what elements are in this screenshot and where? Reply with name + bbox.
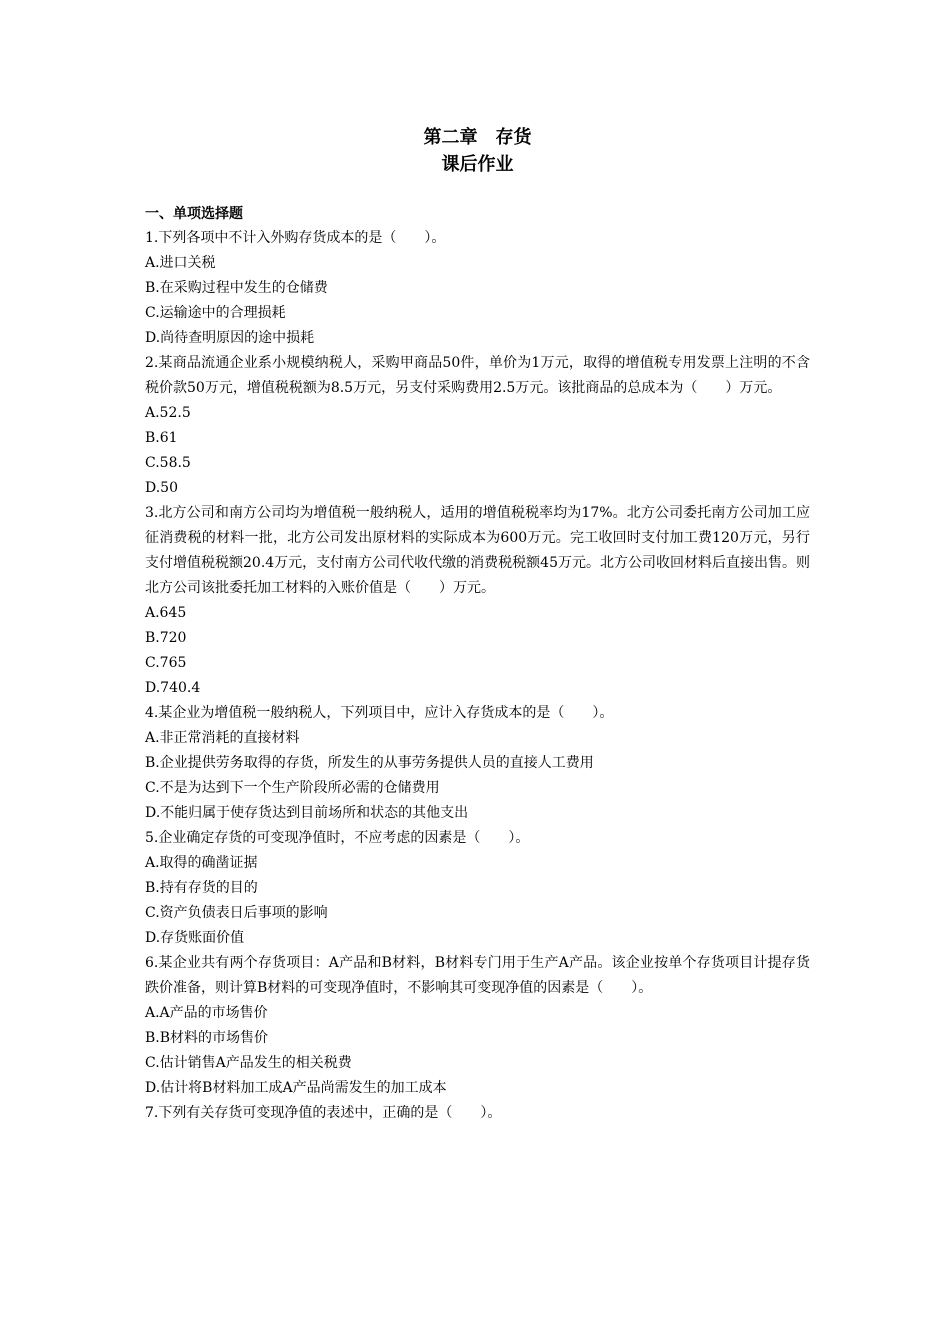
question-stem: 1.下列各项中不计入外购存货成本的是（ ）。 [145,230,446,246]
question-option: C.58.5 [145,455,191,471]
question-option: A.进口关税 [145,255,216,271]
question-option: B.持有存货的目的 [145,880,258,896]
question-option: C.765 [145,655,187,671]
question-option: D.不能归属于使存货达到目前场所和状态的其他支出 [145,805,469,821]
question-option: B.B材料的市场售价 [145,1030,269,1046]
question-option: D.740.4 [145,680,201,696]
question-option: D.50 [145,480,178,496]
question-option: B.720 [145,630,187,646]
question-4 [145,701,810,826]
question-option: B.在采购过程中发生的仓储费 [145,280,328,296]
question-2 [145,351,810,501]
question-3 [145,501,810,701]
section-heading: 一、单项选择题 [145,206,243,222]
question-5 [145,826,810,951]
question-option: C.运输途中的合理损耗 [145,305,286,321]
question-6 [145,951,810,1101]
chapter-title: 第二章 存货 [423,127,532,148]
title-spacer [145,178,810,204]
question-option: A.52.5 [145,405,191,421]
question-stem: 2.某商品流通企业系小规模纳税人，采购甲商品50件，单价为1万元，取得的增值税专用发票上注明的不含税价款50万元，增值税税额为8.5万元，另支付采购费用2.5万元。该批商品的总成本为（ ）万元。 [145,355,810,396]
question-option: A.645 [145,605,187,621]
question-option: C.不是为达到下一个生产阶段所必需的仓储费用 [145,780,440,796]
question-stem: 7.下列有关存货可变现净值的表述中，正确的是（ ）。 [145,1105,502,1121]
question-option: C.资产负债表日后事项的影响 [145,905,328,921]
question-stem: 4.某企业为增值税一般纳税人，下列项目中，应计入存货成本的是（ ）。 [145,705,614,721]
question-stem: 3.北方公司和南方公司均为增值税一般纳税人，适用的增值税税率均为17%。北方公司委托南方公司加工应征消费税的材料一批，北方公司发出原材料的实际成本为600万元。完工收回时支付加工费120万元，另行支付增值税税额20.4万元，支付南方公司代收代缴的消费税税额45万元。北方公司收回材料后直接出售。则北方公司该批委托加工材料的入账价值是（ ）万元。 [145,505,810,596]
question-list [145,226,810,1126]
question-7 [145,1101,810,1126]
question-stem: 6.某企业共有两个存货项目：A产品和B材料，B材料专门用于生产A产品。该企业按单个存货项目计提存货跌价准备，则计算B材料的可变现净值时，不影响其可变现净值的因素是（ ）。 [145,955,810,996]
question-option: B.61 [145,430,178,446]
question-option: B.企业提供劳务取得的存货，所发生的从事劳务提供人员的直接人工费用 [145,755,594,771]
question-1 [145,226,810,351]
document-page [145,124,810,1126]
question-option: D.尚待查明原因的途中损耗 [145,330,315,346]
question-stem: 5.企业确定存货的可变现净值时，不应考虑的因素是（ ）。 [145,830,530,846]
question-option: A.A产品的市场售价 [145,1005,268,1021]
question-option: D.估计将B材料加工成A产品尚需发生的加工成本 [145,1080,447,1096]
question-option: A.非正常消耗的直接材料 [145,730,300,746]
question-option: C.估计销售A产品发生的相关税费 [145,1055,352,1071]
question-option: D.存货账面价值 [145,930,245,946]
question-option: A.取得的确凿证据 [145,855,258,871]
document-subtitle: 课后作业 [441,154,514,175]
